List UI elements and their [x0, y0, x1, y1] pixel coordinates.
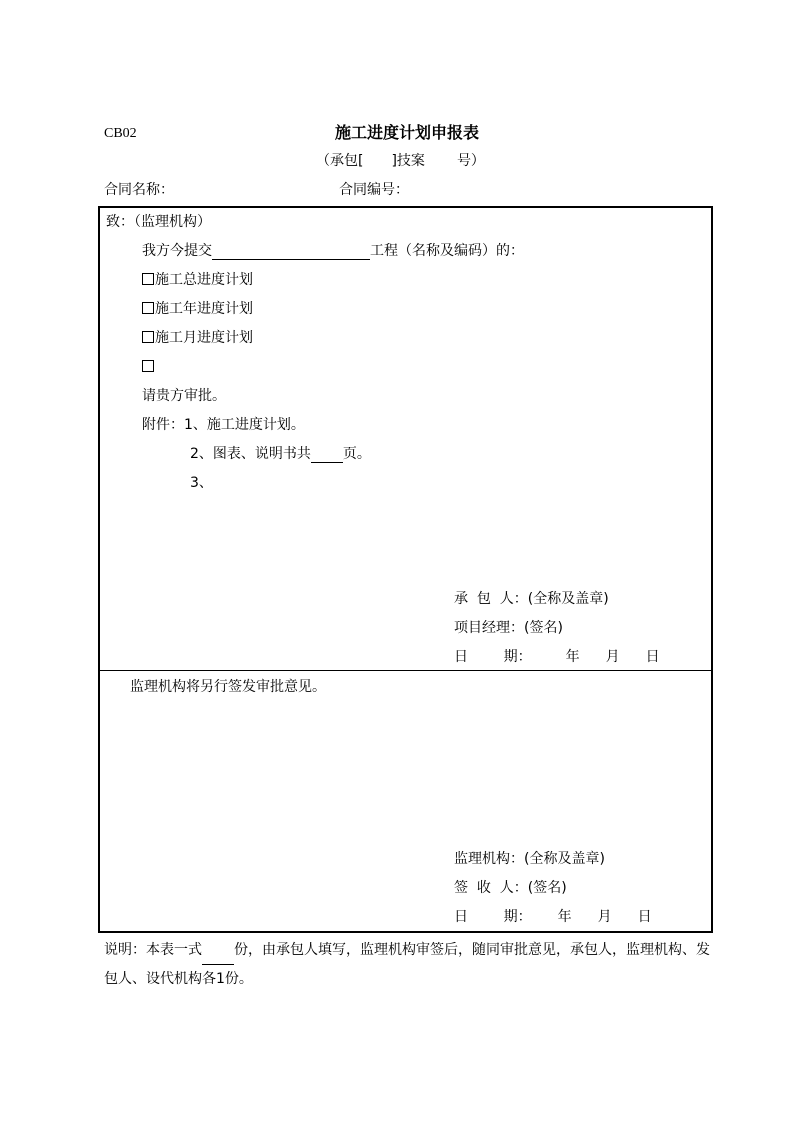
page-count-blank[interactable] [311, 448, 343, 463]
option-annual-plan[interactable] [142, 300, 253, 318]
option-label: 施工月进度计划 [155, 330, 253, 346]
addressee: 致：（监理机构） [106, 214, 211, 230]
intro-before: 我方今提交 [142, 243, 212, 259]
note-after: 份，由承包人填写，监理机构审签后，随同审批意见，承包人，监理机构、发包人、设代机构各1份。 [104, 942, 710, 987]
submission-date [454, 648, 660, 666]
option-total-plan[interactable] [142, 271, 253, 289]
form-code: CB02 [104, 126, 137, 141]
note-before: 说明：本表一式 [104, 942, 202, 958]
attachment-line-1 [142, 416, 305, 434]
contract-number-label: 合同编号： [339, 182, 409, 198]
option-label: 施工总进度计划 [155, 272, 253, 288]
copies-blank[interactable] [202, 950, 234, 965]
attachment-2-after: 页。 [342, 446, 371, 462]
section-divider [98, 670, 713, 671]
attachment-1: 1、施工进度计划。 [184, 417, 305, 433]
contract-name-label: 合同名称： [104, 182, 174, 198]
date-day: 日 [645, 649, 660, 665]
form-subtitle [316, 152, 485, 170]
project-name-blank[interactable] [212, 245, 370, 260]
option-other[interactable] [142, 358, 155, 376]
submission-intro [142, 242, 524, 260]
checkbox-icon[interactable] [142, 273, 154, 285]
form-title: 施工进度计划申报表 [334, 123, 479, 142]
manager-signature-label: 项目经理：(签名) [454, 620, 563, 636]
attachment-3: 3、 [190, 475, 213, 491]
subtitle-bracket-close: ]技案 [391, 153, 425, 169]
date-day: 日 [637, 909, 652, 925]
review-date [454, 908, 652, 926]
footer-note [104, 936, 716, 994]
date-label: 日 期： [454, 649, 532, 665]
option-monthly-plan[interactable] [142, 329, 253, 347]
subtitle-suffix: 号） [456, 153, 485, 169]
subtitle-prefix: （承包[ [316, 153, 364, 169]
option-label: 施工年进度计划 [155, 301, 253, 317]
date-year: 年 [557, 909, 572, 925]
intro-after: 工程（名称及编码）的： [370, 243, 524, 259]
receiver-signature-label: 签 收 人：(签名) [454, 880, 567, 896]
date-month: 月 [605, 649, 620, 665]
contractor-signature-label: 承 包 人：(全称及盖章) [454, 591, 609, 607]
checkbox-icon[interactable] [142, 302, 154, 314]
approval-request: 请贵方审批。 [142, 388, 226, 404]
checkbox-icon[interactable] [142, 331, 154, 343]
review-text: 监理机构将另行签发审批意见。 [130, 679, 326, 695]
checkbox-icon[interactable] [142, 360, 154, 372]
attachment-2-before: 2、图表、说明书共 [190, 446, 311, 462]
date-label: 日 期： [454, 909, 532, 925]
review-org-label: 监理机构：(全称及盖章) [454, 851, 605, 867]
date-year: 年 [565, 649, 580, 665]
date-month: 月 [597, 909, 612, 925]
attachment-line-2 [190, 445, 371, 463]
attachments-label: 附件： [142, 417, 184, 433]
